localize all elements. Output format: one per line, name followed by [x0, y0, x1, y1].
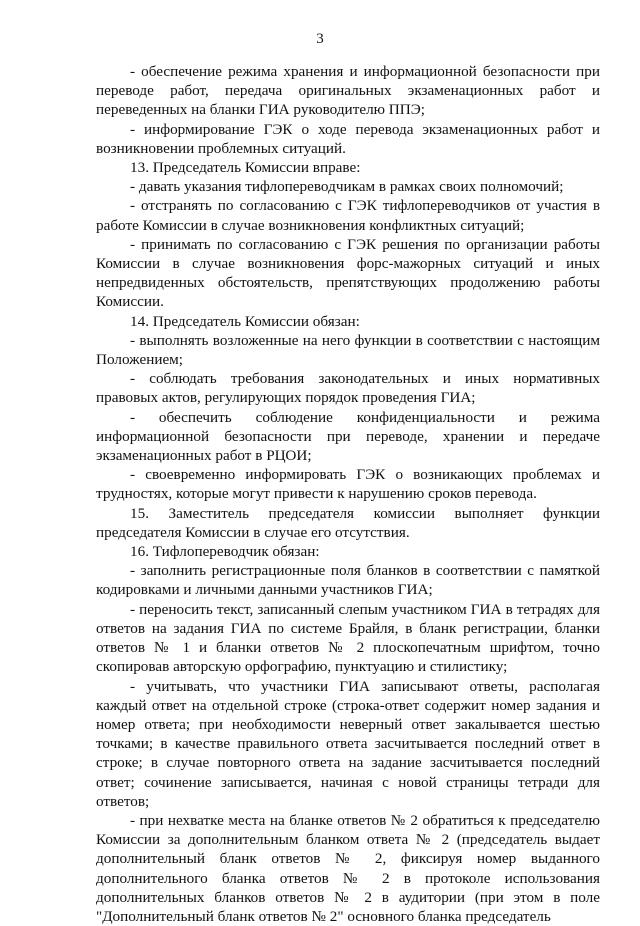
paragraph-remove-translators: - отстранять по согласованию с ГЭК тифлопереводчиков от участия в работе Комиссии в случае возникновения конфликтных ситуаций; [96, 197, 600, 234]
section-14-heading: 14. Председатель Комиссии обязан: [130, 312, 360, 330]
paragraph-transfer-text: - переносить текст, записанный слепым участником ГИА в тетрадях для ответов на задания ГИА по системе Брайля, в бланк регистрации, бланки ответов № 1 и бланки ответов № 2 плоскопечатным шрифтом, точно скопировав авторскую орфографию, пунктуацию и стилистику; [96, 600, 600, 676]
paragraph-force-majeure: - принимать по согласованию с ГЭК решения по организации работы Комиссии в случае возникновения форс-мажорных ситуаций и иных непредвиденных обстоятельств, препятствующих продолжению работы Комиссии. [96, 235, 600, 311]
paragraph-timely-inform: - своевременно информировать ГЭК о возникающих проблемах и трудностях, которые могут привести к нарушению сроков перевода. [96, 466, 600, 503]
paragraph-confidentiality: - обеспечить соблюдение конфиденциальности и режима информационной безопасности при переводе, хранении и передаче экзаменационных работ в РЦОИ; [96, 408, 600, 465]
section-15-paragraph: 15. Заместитель председателя комиссии выполняет функции председателя Комиссии в случае его отсутствия. [96, 504, 600, 541]
paragraph-perform-functions: - выполнять возложенные на него функции в соответствии с настоящим Положением; [96, 331, 600, 369]
paragraph-answer-format: - учитывать, что участники ГИА записывают ответы, располагая каждый ответ на отдельной строке (строка-ответ содержит номер задания и номер ответа; при необходимости неверный ответ закалывается шестью точками; в качестве правильного ответа засчитывается последний ответ в строке; в случае повторного ответа на задание засчитывается последний ответ; сочинение записывается, начиная с новой страницы тетради для ответов; [96, 677, 600, 810]
paragraph-inform-gek: - информирование ГЭК о ходе перевода экзаменационных работ и возникновении проблемных ситуаций. [96, 120, 600, 157]
paragraph-extra-blank: - при нехватке места на бланке ответов № 2 обратиться к председателю Комиссии за дополнительным бланком ответа № 2 (председатель выдает дополнительный бланк ответов № 2, фиксируя номер выданного дополнительного бланка ответов № 2 в протоколе использования дополнительных бланков ответов № 2 в аудитории (при этом в поле "Дополнительный бланк ответов № 2" основного бланка председатель [96, 811, 600, 925]
section-16-heading: 16. Тифлопереводчик обязан: [130, 543, 320, 561]
paragraph-give-instructions: - давать указания тифлопереводчикам в рамках своих полномочий; [130, 178, 564, 196]
paragraph-comply-requirements: - соблюдать требования законодательных и иных нормативных правовых актов, регулирующих порядок проведения ГИА; [96, 370, 600, 407]
section-13-heading: 13. Председатель Комиссии вправе: [130, 159, 361, 177]
page-number: 3 [316, 31, 324, 47]
paragraph-storage-regime: - обеспечение режима хранения и информационной безопасности при переводе работ, передача оригинальных экзаменационных работ и переведенных на бланки ГИА руководителю ППЭ; [96, 63, 600, 119]
paragraph-fill-registration: - заполнить регистрационные поля бланков в соответствии с памяткой кодировками и личными данными участников ГИА; [96, 562, 600, 599]
document-body [96, 62, 600, 926]
